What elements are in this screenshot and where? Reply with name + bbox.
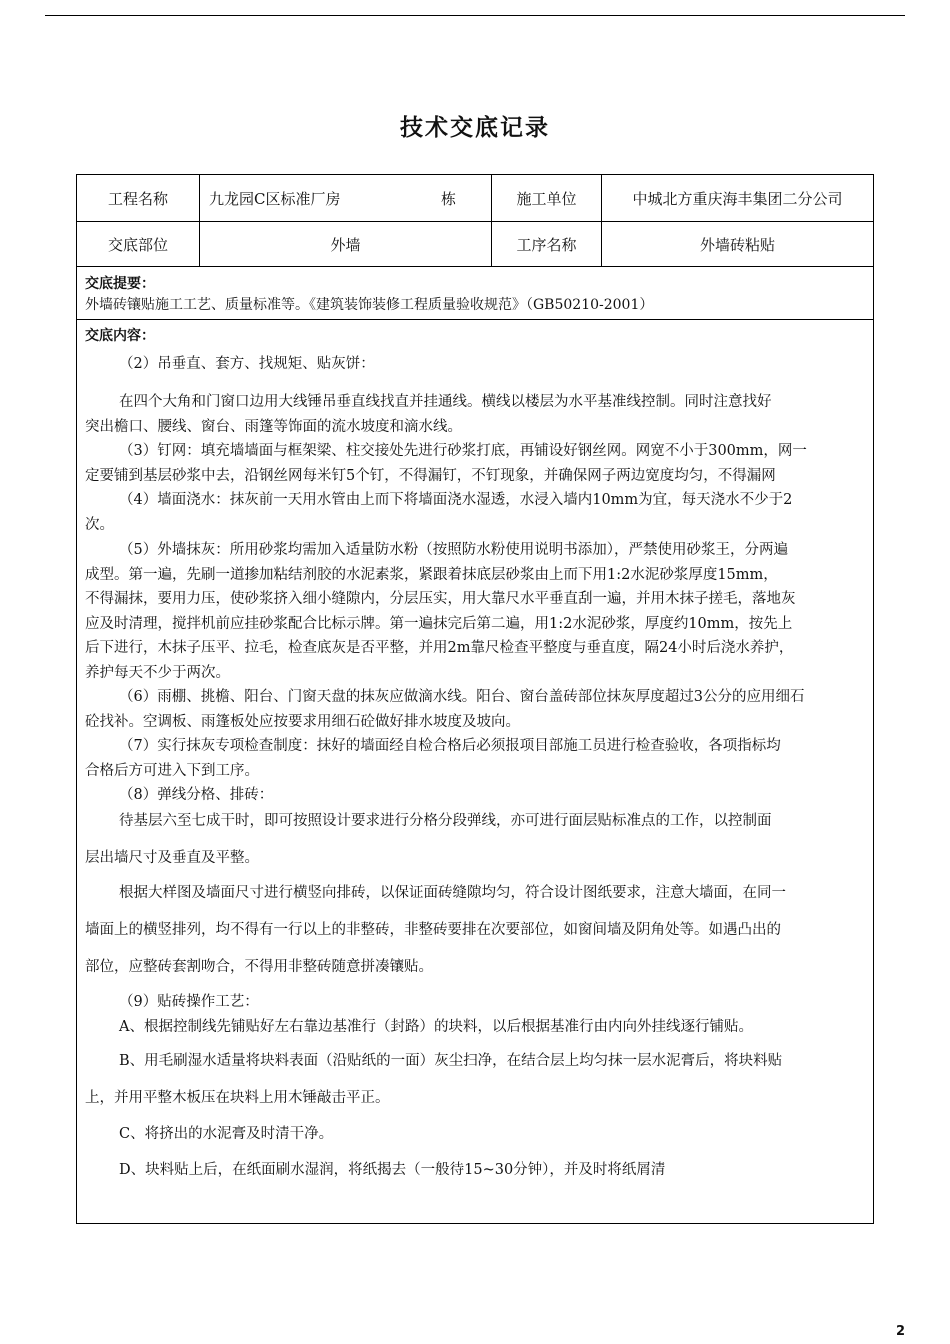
content-line: 成型。第一遍，先刷一道掺加粘结剂胶的水泥素浆，紧跟着抹底层砂浆由上而下用1:2水泥砂浆厚度15mm，	[85, 566, 778, 583]
content-line: （4）墙面浇水：抹灰前一天用水管由上而下将墙面浇水湿透，水浸入墙内10mm为宜，每天浇水不少于2	[119, 492, 793, 508]
process-value: 外墙砖粘贴	[699, 235, 775, 254]
content-heading: 交底内容：	[85, 328, 155, 344]
content-line: （6）雨棚、挑檐、阳台、门窗天盘的抹灰应做滴水线。阳台、窗台盖砖部位抹灰厚度超过3公分的应用细石	[119, 689, 805, 705]
content-line: 应及时清理，搅拌机前应挂砂浆配合比标示牌。第一遍抹完后第二遍，用1:2水泥砂浆，厚度约10mm，按先上	[85, 615, 793, 632]
content-line: 部位，应整砖套割吻合，不得用非整砖随意拼凑镶贴。	[85, 959, 433, 975]
content-paragraph	[85, 846, 867, 871]
project-unit: 栋	[441, 189, 457, 208]
content-line: 在四个大角和门窗口边用大线锤吊垂直线找直并挂通线。横线以楼层为水平基准线控制。同时注意找好	[119, 394, 772, 410]
content-paragraph	[85, 955, 867, 980]
form-row-part	[77, 222, 873, 267]
content-line: 后下进行，木抹子压平、拉毛，检查底灰是否平整，并用2m靠尺检查平整度与垂直度，隔24小时后浇水养护，	[85, 640, 794, 656]
content-line: （7）实行抹灰专项检查制度：抹好的墙面经自检合格后必须报项目部施工员进行检查验收，各项指标均	[119, 738, 781, 754]
content-paragraph	[85, 809, 867, 834]
content-line: 次。	[85, 516, 114, 533]
summary-section	[77, 267, 873, 320]
part-value: 外墙	[200, 222, 492, 266]
header-rule	[45, 15, 905, 16]
page-number: 2	[896, 1324, 906, 1339]
summary-text: 外墙砖镶贴施工工艺、质量标准等。《建筑装饰装修工程质量验收规范》（GB50210-2001）	[85, 297, 654, 313]
content-line: D、块料贴上后，在纸面刷水湿润，将纸揭去（一般待15~30分钟），并及时将纸屑清	[119, 1162, 666, 1178]
content-line: 上，并用平整木板压在块料上用木锤敲击平正。	[85, 1090, 390, 1106]
content-line: 墙面上的横竖排列，均不得有一行以上的非整砖，非整砖要排在次要部位，如窗间墙及阴角处等。如遇凸出的	[85, 922, 781, 938]
content-line: A、根据控制线先铺贴好左右靠边基准行（封路）的块料，以后根据基准行由内向外挂线逐行铺贴。	[119, 1018, 753, 1035]
content-line: 定要铺到基层砂浆中去，沿钢丝网每米钉5个钉，不得漏钉，不钉现象，并确保网子两边宽度均匀，不得漏网	[85, 467, 776, 484]
summary-heading: 交底提要：	[85, 276, 155, 292]
content-paragraph	[85, 881, 867, 906]
project-cell	[200, 175, 492, 221]
content-line: B、用毛刷湿水适量将块料表面（沿贴纸的一面）灰尘扫净，在结合层上均匀抹一层水泥膏后，将块料贴	[119, 1053, 783, 1069]
content-paragraph	[85, 1122, 867, 1147]
document-title: 技术交底记录	[400, 115, 550, 141]
content-line: 待基层六至七成干时，即可按照设计要求进行分格分段弹线，亦可进行面层贴标准点的工作，以控制面	[119, 813, 772, 829]
content-paragraph	[85, 1049, 867, 1074]
contractor-label: 施工单位	[492, 175, 602, 221]
content-line: 砼找补。空调板、雨篷板处应按要求用细石砼做好排水坡度及坡向。	[85, 713, 520, 730]
project-value: 九龙园C区标准厂房	[209, 189, 341, 208]
form-row-project	[77, 175, 873, 222]
content-section	[77, 320, 873, 1223]
process-label: 工序名称	[492, 222, 602, 266]
disclosure-form	[76, 174, 874, 1224]
content-line: （9）贴砖操作工艺：	[119, 994, 259, 1010]
content-line: （2）吊垂直、套方、找规矩、贴灰饼：	[119, 356, 375, 372]
project-label: 工程名称	[77, 175, 200, 221]
content-paragraph	[85, 990, 867, 1039]
content-paragraph	[85, 1086, 867, 1111]
content-line: 养护每天不少于两次。	[85, 664, 230, 681]
content-paragraph	[85, 1158, 867, 1183]
content-paragraph	[85, 352, 867, 377]
content-line: 合格后方可进入下到工序。	[85, 762, 259, 779]
content-line: （5）外墙抹灰：所用砂浆均需加入适量防水粉（按照防水粉使用说明书添加），严禁使用砂浆王，分两遍	[119, 542, 788, 558]
content-paragraph	[85, 538, 867, 808]
content-line: （8）弹线分格、排砖：	[119, 787, 274, 803]
content-paragraph	[85, 918, 867, 943]
content-paragraph	[85, 390, 867, 537]
part-label: 交底部位	[77, 222, 200, 266]
content-line: 层出墙尺寸及垂直及平整。	[85, 850, 259, 866]
contractor-value: 中城北方重庆海丰集团二分公司	[632, 189, 843, 208]
content-line: 根据大样图及墙面尺寸进行横竖向排砖，以保证面砖缝隙均匀，符合设计图纸要求，注意大墙面，在同一	[119, 885, 786, 901]
content-line: （3）钉网：填充墙墙面与框架梁、柱交接处先进行砂浆打底，再铺设好钢丝网。网宽不小于300mm，网一	[119, 443, 807, 459]
content-line: 突出檐口、腰线、窗台、雨篷等饰面的流水坡度和滴水线。	[85, 418, 462, 435]
content-line: C、将挤出的水泥膏及时清干净。	[119, 1126, 334, 1142]
content-line: 不得漏抹，要用力压，使砂浆挤入细小缝隙内，分层压实，用大靠尺水平垂直刮一遍，并用木抹子搓毛，落地灰	[85, 591, 796, 607]
